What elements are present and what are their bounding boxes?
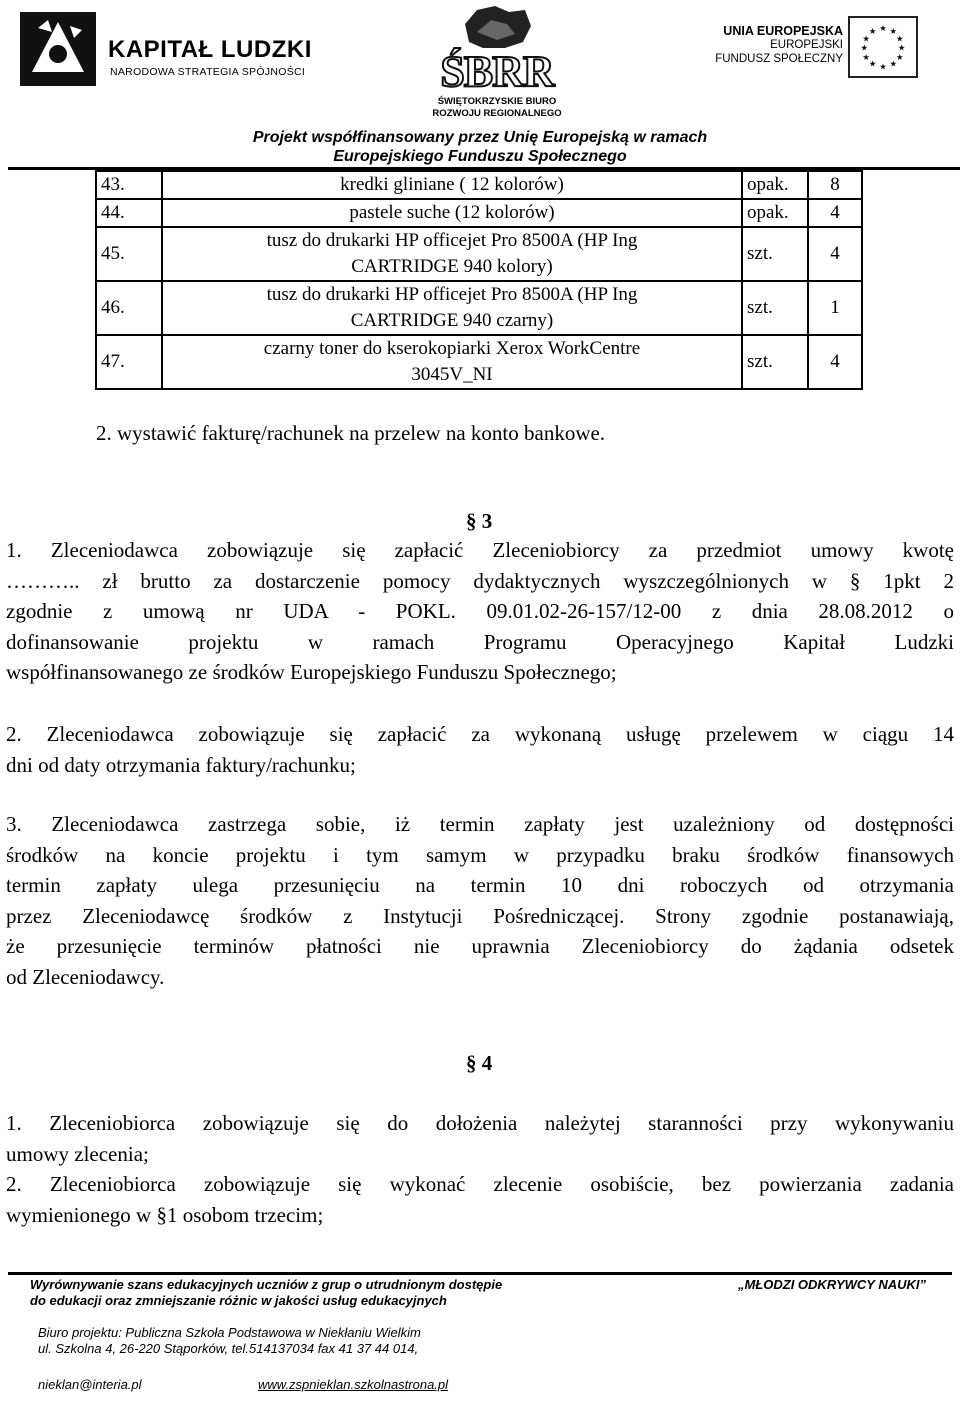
eu-logo-line1: UNIA EUROPEJSKA (723, 24, 843, 38)
footer-office-line2: ul. Szkolna 4, 26-220 Stąporków, tel.514137034 fax 41 37 44 014, (38, 1341, 419, 1356)
s3p3-line: środków na koncie projektu i tym samym w przypadku braku środków finansowych (6, 842, 954, 867)
footer-website-link[interactable]: www.zspnieklan.szkolnastrona.pl (258, 1377, 449, 1392)
footer-office (38, 1325, 421, 1357)
svg-text:★: ★ (889, 25, 898, 36)
svg-text:★: ★ (862, 33, 870, 44)
table-row (96, 335, 862, 389)
footer-divider (8, 1272, 952, 1275)
project-cofinance-note (0, 128, 960, 166)
eu-flag-icon (848, 16, 918, 78)
item-name-line: 3045V_NI (411, 364, 493, 385)
item-name (162, 227, 742, 281)
kapital-ludzki-logo (18, 8, 318, 90)
item-number: 45. (96, 227, 162, 281)
s3p1-line: współfinansowanego ze środków Europejskiego Funduszu Społecznego; (6, 660, 617, 684)
item-number: 46. (96, 281, 162, 335)
section-3-paragraph-2 (6, 719, 954, 780)
project-cofinance-line2: Europejskiego Funduszu Społecznego (333, 148, 627, 165)
footer-project-title-line2: do edukacji oraz zmniejszanie różnic w jakości usług edukacyjnych (30, 1293, 447, 1308)
sbrr-title: ŚBRR (440, 47, 554, 96)
item-number: 44. (96, 199, 162, 227)
s3p3-line: przez Zleceniodawcę środków z Instytucji Pośredniczącej. Strony zgodnie postanawiają, (6, 903, 954, 928)
s3p3-line: 3. Zleceniodawca zastrzega sobie, iż termin zapłaty jest uzależniony od dostępności (6, 812, 954, 836)
item-quantity: 4 (808, 227, 862, 281)
s4-line: 2. Zleceniobiorca zobowiązuje się wykonać zlecenie osobiście, bez powierzania zadania (6, 1172, 954, 1196)
svg-text:★: ★ (860, 42, 869, 53)
kapital-ludzki-subtitle: NARODOWA STRATEGIA SPÓJNOŚCI (110, 66, 306, 78)
items-table (95, 170, 863, 390)
sbrr-subtitle-line2: ROZWOJU REGIONALNEGO (432, 108, 562, 119)
section-3-heading: § 3 (466, 509, 493, 533)
s3p3-line: od Zleceniodawcy. (6, 964, 165, 989)
item-number: 47. (96, 335, 162, 389)
footer-office-line1: Biuro projektu: Publiczna Szkoła Podstawowa w Niekłaniu Wielkim (38, 1325, 421, 1340)
footer-project-title-line1: Wyrównywanie szans edukacyjnych uczniów z grup o utrudnionym dostępie (30, 1277, 503, 1292)
svg-text:★: ★ (896, 33, 904, 44)
s4-line: wymienionego w §1 osobom trzecim; (6, 1202, 324, 1227)
item-name-line: tusz do drukarki HP officejet Pro 8500A (HP Ing (266, 284, 638, 305)
item-quantity: 8 (808, 171, 862, 199)
item-unit: szt. (742, 335, 808, 389)
s3p1-line: zgodnie z umową nr UDA - POKL. 09.01.02-26-157/12-00 z dnia 28.08.2012 o (6, 599, 954, 623)
section-4-heading: § 4 (466, 1051, 493, 1075)
s3p1-line: ……….. zł brutto za dostarczenie pomocy dydaktycznych wyszczególnionych w § 1pkt 2 (6, 568, 954, 593)
sbrr-subtitle (412, 96, 582, 120)
item-name (162, 335, 742, 389)
item-unit: szt. (742, 227, 808, 281)
item-name-line: tusz do drukarki HP officejet Pro 8500A (HP Ing (266, 230, 638, 251)
invoice-instruction: 2. wystawić fakturę/rachunek na przelew na konto bankowe. (96, 421, 606, 445)
project-cofinance-line1: Projekt współfinansowany przez Unię Europejską w ramach (252, 129, 708, 146)
svg-text:★: ★ (862, 52, 870, 63)
table-row (96, 199, 862, 227)
item-number: 43. (96, 171, 162, 199)
sbrr-subtitle-line1: ŚWIĘTOKRZYSKIE BIURO (437, 96, 557, 107)
s3p2-line: dni od daty otrzymania faktury/rachunku; (6, 752, 356, 777)
footer-email-link[interactable]: nieklan@interia.pl (38, 1377, 142, 1392)
kapital-ludzki-emblem-icon (18, 10, 98, 88)
section-3-paragraph-1 (6, 535, 954, 688)
item-quantity: 4 (808, 199, 862, 227)
eu-logo (698, 12, 928, 82)
item-name-line: czarny toner do kserokopiarki Xerox WorkCentre (263, 338, 641, 359)
svg-text:★: ★ (879, 61, 887, 72)
s3p3-line: że przesunięcie terminów płatności nie uprawnia Zleceniobiorcy do żądania odsetek (6, 934, 954, 958)
eu-logo-text (698, 24, 843, 66)
s4-line: 1. Zleceniobiorca zobowiązuje się do dołożenia należytej staranności przy wykonywaniu (6, 1111, 954, 1135)
table-row (96, 171, 862, 199)
svg-text:★: ★ (868, 58, 877, 69)
s3p3-line: termin zapłaty ulega przesunięciu na termin 10 dni roboczych od otrzymania (6, 873, 954, 897)
item-unit: szt. (742, 281, 808, 335)
item-name-line: kredki gliniane ( 12 kolorów) (340, 174, 564, 195)
item-name (162, 171, 742, 199)
svg-text:★: ★ (879, 23, 887, 34)
item-quantity: 1 (808, 281, 862, 335)
section-4-body (6, 1108, 954, 1230)
eu-logo-line2: EUROPEJSKI (770, 39, 843, 51)
item-unit: opak. (742, 171, 808, 199)
svg-text:★: ★ (897, 42, 906, 53)
footer-slogan: „MŁODZI ODKRYWCY NAUKI” (738, 1277, 927, 1292)
region-map-icon (457, 2, 537, 52)
svg-text:★: ★ (868, 25, 877, 36)
sbrr-logo (412, 2, 582, 120)
svg-text:★: ★ (889, 58, 898, 69)
item-name-line: CARTRIDGE 940 czarny) (350, 310, 554, 331)
items-table-body (96, 171, 862, 389)
s3p1-line: dofinansowanie projektu w ramach Programu Operacyjnego Kapitał Ludzki (6, 629, 954, 654)
item-quantity: 4 (808, 335, 862, 389)
eu-logo-line3: FUNDUSZ SPOŁECZNY (715, 53, 843, 65)
svg-text:★: ★ (896, 52, 904, 63)
s3p1-line: 1. Zleceniodawca zobowiązuje się zapłacić Zleceniobiorcy za przedmiot umowy kwotę (6, 538, 954, 562)
item-name (162, 281, 742, 335)
kapital-ludzki-title: KAPITAŁ LUDZKI (108, 36, 312, 63)
s3p2-line: 2. Zleceniodawca zobowiązuje się zapłacić za wykonaną usługę przelewem w ciągu 14 (6, 722, 954, 746)
item-name-line: CARTRIDGE 940 kolory) (351, 256, 553, 277)
section-3-paragraph-3 (6, 809, 954, 992)
item-name-line: pastele suche (12 kolorów) (349, 202, 555, 223)
table-row (96, 227, 862, 281)
table-row (96, 281, 862, 335)
footer-project-title (30, 1277, 502, 1309)
s4-line: umowy zlecenia; (6, 1141, 149, 1166)
item-unit: opak. (742, 199, 808, 227)
item-name (162, 199, 742, 227)
